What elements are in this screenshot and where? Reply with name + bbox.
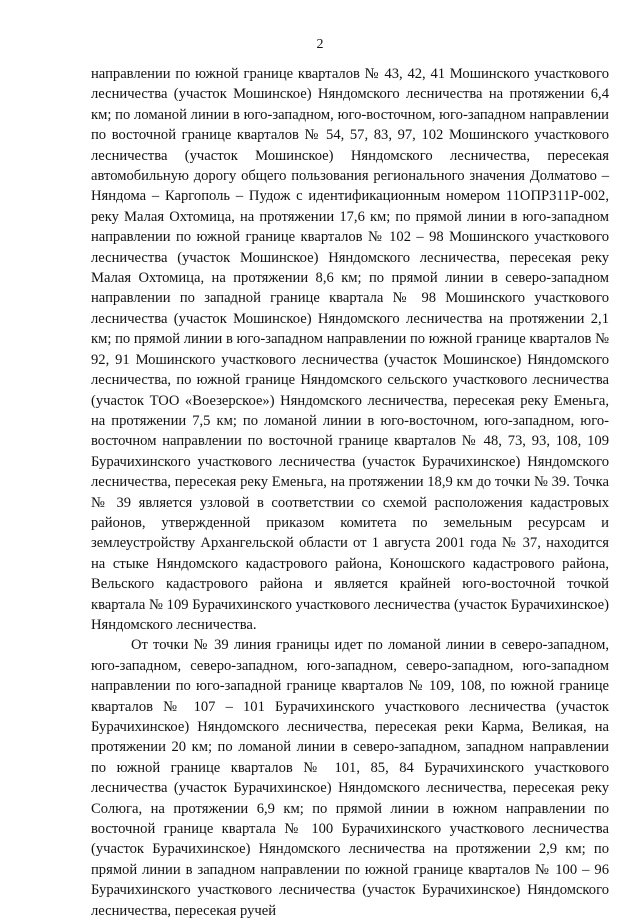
page-number: 2: [316, 37, 324, 52]
document-body: [91, 64, 609, 921]
paragraph-point-39: От точки № 39 линия границы идет по ломаной линии в северо-западном, юго-западном, северо-западном, юго-западном, северо-западном, юго-западном направлении по юго-западной границе кварталов № 109, 108, по южной границе кварталов № 107 – 101 Бурачихинского участкового лесничества (участок Бурачихинское) Няндомского лесничества, пересекая реки Карма, Великая, на протяжении 20 км; по ломаной линии в северо-западном, западном направлении по южной границе кварталов № 101, 85, 84 Бурачихинского участкового лесничества (участок Бурачихинское) Няндомского лесничества, пересекая реку Солюга, на протяжении 6,9 км; по прямой линии в южном направлении по восточной границе квартала № 100 Бурачихинского участкового лесничества (участок Бурачихинское) Няндомского лесничества на протяжении 2,9 км; по прямой линии в западном направлении по южной границе кварталов № 100 – 96 Бурачихинского участкового лесничества (участок Бурачихинское) Няндомского лесничества, пересекая ручей: [91, 637, 609, 919]
paragraph-continuation: направлении по южной границе кварталов № 43, 42, 41 Мошинского участкового лесничества (участок Мошинское) Няндомского лесничества на протяжении 6,4 км; по ломаной линии в юго-западном, юго-восточном, юго-западном направлении по восточной границе кварталов № 54, 57, 83, 97, 102 Мошинского участкового лесничества (участок Мошинское) Няндомского лесничества, пересекая автомобильную дорогу общего пользования регионального значения Долматово – Няндома – Каргополь – Пудож с идентификационным номером 11ОПР311Р-002, реку Малая Охтомица, на протяжении 17,6 км; по прямой линии в юго-западном направлении по южной границе кварталов № 102 – 98 Мошинского участкового лесничества (участок Мошинское) Няндомского лесничества, пересекая реку Малая Охтомица, на протяжении 8,6 км; по прямой линии в северо-западном направлении по западной границе квартала № 98 Мошинского участкового лесничества (участок Мошинское) Няндомского лесничества на протяжении 2,1 км; по прямой линии в юго-западном направлении по южной границе кварталов № 92, 91 Мошинского участкового лесничества (участок Мошинское) Няндомского лесничества, по южной границе Няндомского сельского участкового лесничества (участок ТОО «Воезерское») Няндомского лесничества, пересекая реку Еменьга, на протяжении 7,5 км; по ломаной линии в юго-восточном, юго-западном, юго-восточном направлении по восточной границе кварталов № 48, 73, 93, 108, 109 Бурачихинского участкового лесничества (участок Бурачихинское) Няндомского лесничества, пересекая реку Еменьга, на протяжении 18,9 км до точки № 39. Точка № 39 является узловой в соответствии со схемой расположения кадастровых районов, утвержденной приказом комитета по земельным ресурсам и землеустройству Архангельской области от 1 августа 2001 года № 37, находится на стыке Няндомского кадастрового района, Коношского кадастрового района, Вельского кадастрового района и является крайней юго-восточной точкой квартала № 109 Бурачихинского участкового лесничества (участок Бурачихинское) Няндомского лесничества.: [91, 66, 609, 633]
